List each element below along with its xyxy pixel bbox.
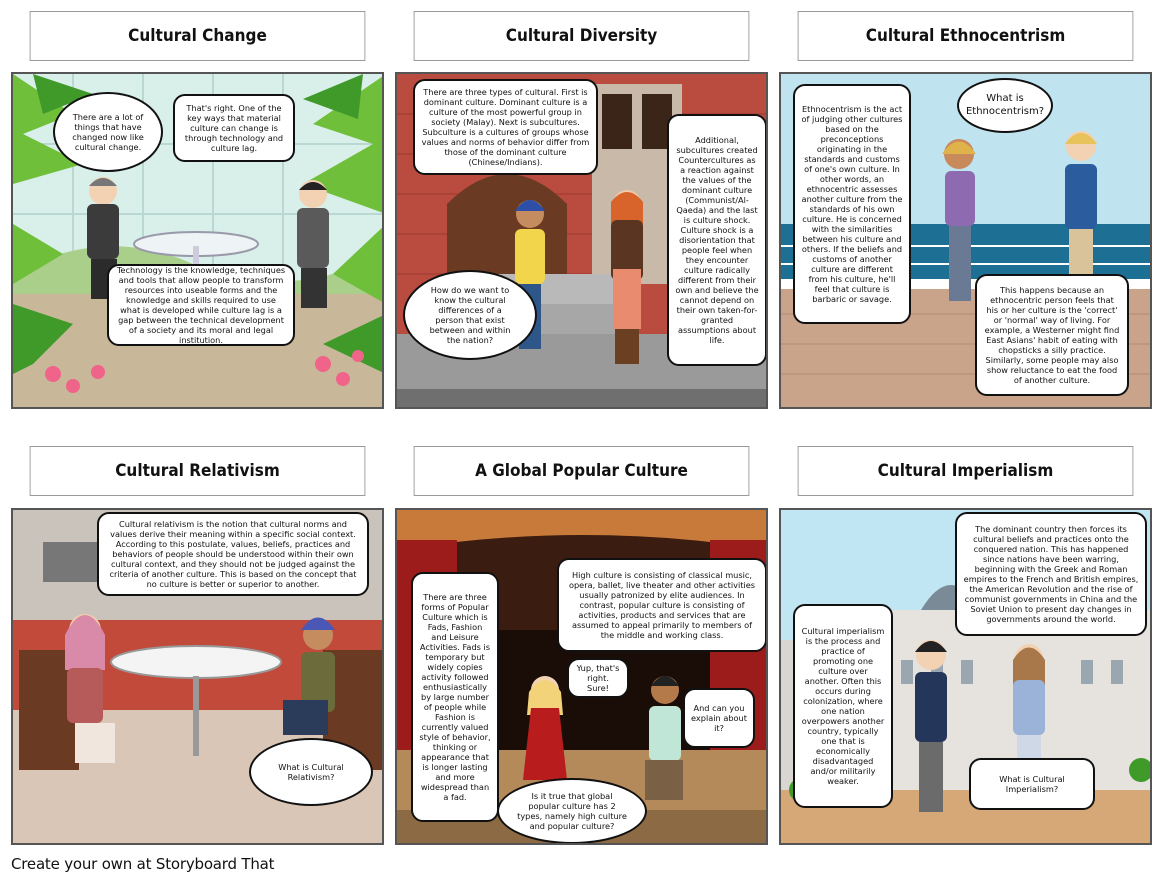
panel-title-cultural-change: Cultural Change [30, 11, 366, 61]
panel-title-cultural-ethnocentrism: Cultural Ethnocentrism [798, 11, 1134, 61]
narration-box: Cultural imperialism is the process and practice of promoting one culture over another. Often this occurs during colonization, where one nation overpowers another country, typically one that is economically disadvantaged and/or militarily weaker. [793, 604, 893, 808]
speech-bubble-1: The dominant country then forces its cultural beliefs and practices onto the conquered nation. This has happened since nations have been warring, beginning with the Greek and Roman empires to the French and British empires, the American Revolution and the rise of communist governments in China and the Soviet Union to present day changes in governments around the world. [955, 512, 1147, 636]
speech-bubble-1: Cultural relativism is the notion that cultural norms and values derive their meaning within a specific social context. According to this postulate, values, beliefs, practices and behaviors of people should be understood within their own cultural context, and they should not be judged against the criteria of another culture. This is based on the concept that no culture is better or superior to another. [97, 512, 369, 596]
speech-bubble-2: That's right. One of the key ways that material culture can change is through technology and culture lag. [173, 94, 295, 162]
speech-bubble-4: Is it true that global popular culture has 2 types, namely high culture and popular culture? [497, 778, 647, 844]
scene-cultural-diversity [395, 72, 768, 409]
panel-title-cultural-imperialism: Cultural Imperialism [798, 446, 1134, 496]
speech-bubble-1: What is Ethnocentrism? [957, 78, 1053, 133]
speech-bubble-1: There are a lot of things that have changed now like cultural change. [53, 92, 163, 172]
narration-box: There are three forms of Popular Culture which is Fads, Fashion and Leisure Activities. Fads is temporary but widely copies activity followed enthusiastically by large number of people while Fashion is currently valued style of behavior, thinking or appearance that is longer lasting and more widespread than a fad. [411, 572, 499, 822]
scene-cultural-relativism [11, 508, 384, 845]
narration-box: Technology is the knowledge, techniques and tools that allow people to transform resources into useable forms and the knowledge and skills required to use what is developed while culture lag is a gap between the technical development of a society and its moral and legal institution. [107, 264, 295, 346]
scene-cultural-imperialism [779, 508, 1152, 845]
speech-bubble-3: How do we want to know the cultural differences of a person that exist between and within the nation? [403, 270, 537, 360]
speech-bubble-1: High culture is consisting of classical music, opera, ballet, live theater and other activities usually patronized by elite audiences. In contrast, popular culture is consisting of activities, products and services that are assumed to appeal primarily to members of the middle and working class. [557, 558, 767, 652]
narration-box: Ethnocentrism is the act of judging other cultures based on the preconceptions originating in the standards and customs of one's own culture. In other words, an ethnocentric assesses another culture from the standards of his own culture. He is concerned with the similarities between his culture and others. If the beliefs and customs of another culture are different from his culture, he'll feel that culture is barbaric or savage. [793, 84, 911, 324]
speech-bubble-3: And can you explain about it? [683, 688, 755, 748]
speech-bubble-1: There are three types of cultural. First is dominant culture. Dominant culture is a culture of the most powerful group in society (Malay). Next is subcultures. Subculture is a cultures of groups whose values and norms of behavior differ from those of the dominant culture (Chinese/Indians). [413, 79, 598, 175]
scene-cultural-ethnocentrism [779, 72, 1152, 409]
speech-bubble-2: Yup, that's right. Sure! [567, 658, 629, 698]
panel-title-cultural-diversity: Cultural Diversity [414, 11, 750, 61]
speech-bubble-2: What is Cultural Relativism? [249, 738, 373, 806]
scene-global-popular-culture [395, 508, 768, 845]
panel-title-global-popular-culture: A Global Popular Culture [414, 446, 750, 496]
footer-credit[interactable]: Create your own at Storyboard That [11, 855, 275, 873]
scene-cultural-change [11, 72, 384, 409]
speech-bubble-2: What is Cultural Imperialism? [969, 758, 1095, 810]
speech-bubble-2: Additional, subcultures created Countercultures as a reaction against the values of the dominant culture (Communist/Al-Qaeda) and the last is culture shock. Culture shock is a disorientation that people feel when they encounter culture radically different from their own and believe the cannot depend on their own taken-for-granted assumptions about life. [667, 114, 767, 366]
speech-bubble-2: This happens because an ethnocentric person feels that his or her culture is the 'correct' or 'normal' way of living. For example, a Westerner might find East Asians' habit of eating with chopsticks a silly practice. Similarly, some people may also show reluctance to eat the food of another culture. [975, 274, 1129, 396]
panel-title-cultural-relativism: Cultural Relativism [30, 446, 366, 496]
